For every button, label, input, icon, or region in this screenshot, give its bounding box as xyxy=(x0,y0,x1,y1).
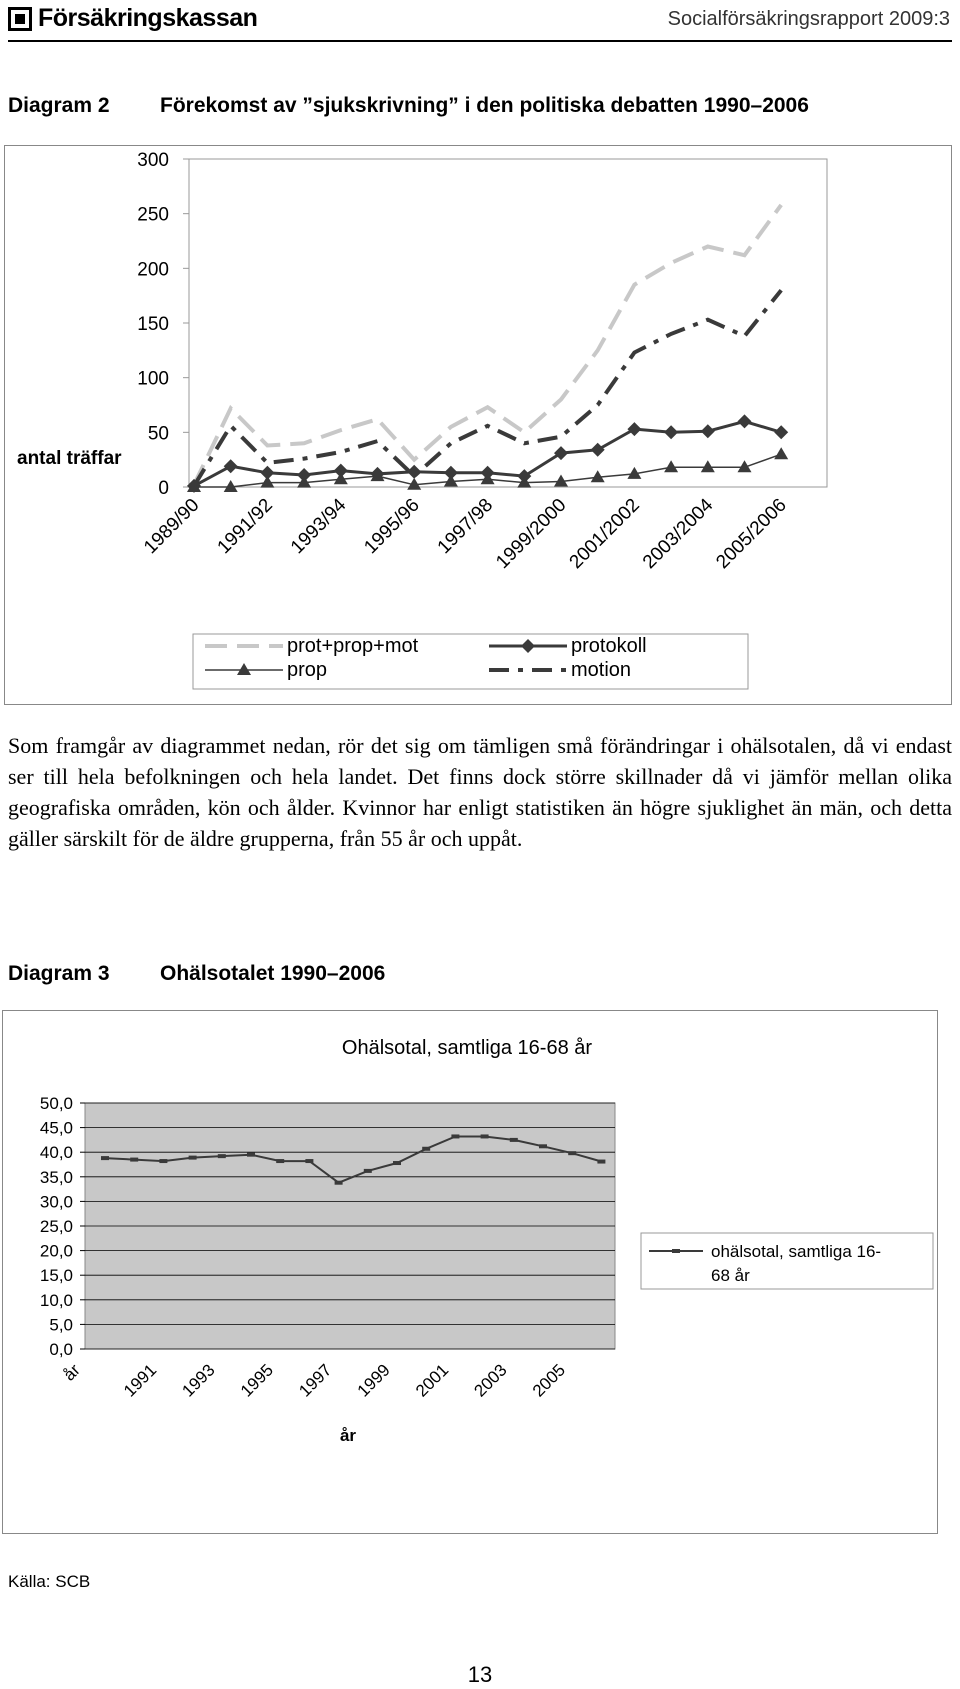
legend-label: protokoll xyxy=(571,635,647,657)
legend-label: ohälsotal, samtliga 16- xyxy=(711,1242,882,1261)
legend-box xyxy=(193,634,748,689)
y-tick-label: 25,0 xyxy=(39,1217,73,1236)
x-tick-label: 1993/94 xyxy=(286,494,351,559)
x-tick-label: 1993 xyxy=(178,1360,219,1401)
header-logo xyxy=(8,4,257,33)
x-tick-label: 1999 xyxy=(353,1360,394,1401)
x-tick-label: 2001 xyxy=(412,1360,453,1401)
page-number: 13 xyxy=(467,1662,493,1687)
diagram2-plot-area xyxy=(189,159,827,487)
legend-label: prot+prop+mot xyxy=(287,635,419,657)
diagram2-label: Diagram 2 xyxy=(8,94,110,117)
x-tick-label: 1989/90 xyxy=(140,494,204,559)
x-tick-label: år xyxy=(59,1360,84,1385)
legend-label: prop xyxy=(287,659,328,681)
x-tick-label: 1997 xyxy=(295,1360,336,1401)
logo-icon xyxy=(8,7,32,31)
diagram2-frame xyxy=(4,145,952,705)
diagram3-title: Ohälsotalet 1990–2006 xyxy=(160,962,386,985)
x-tick-label: 2003 xyxy=(470,1360,511,1401)
y-tick-label: 300 xyxy=(137,150,169,171)
y-tick-label: 50 xyxy=(147,423,169,445)
x-tick-label: 1995/96 xyxy=(360,494,424,559)
y-tick-label: 250 xyxy=(137,204,169,226)
diagram3-chart-title: Ohälsotal, samtliga 16-68 år xyxy=(341,1037,593,1059)
y-tick-label: 40,0 xyxy=(39,1143,73,1163)
source-note: Källa: SCB xyxy=(8,1572,91,1591)
header-divider xyxy=(8,40,952,42)
diagram2-title: Förekomst av ”sjukskrivning” i den politiska debatten 1990–2006 xyxy=(160,94,809,117)
body-paragraph: Som framgår av diagrammet nedan, rör det sig om tämligen små förändringar i ohälsotalen, då vi endast ser till hela befolkningen och hela landet. Det finns dock större skillnader då vi jämför mellan olika geografiska områden, kön och ålder. Kvinnor har enligt statistiken än högre sjuklighet än män, och detta gäller särskilt för de äldre grupperna, från 55 år och uppåt. xyxy=(8,733,952,851)
y-tick-label: 30,0 xyxy=(39,1192,73,1212)
x-tick-label: 2003/2004 xyxy=(638,494,718,574)
x-tick-label: 2005 xyxy=(528,1360,570,1401)
y-tick-label: 45,0 xyxy=(39,1118,73,1138)
y-tick-label: 10,0 xyxy=(39,1290,73,1310)
x-tick-label: 1997/98 xyxy=(433,494,498,559)
y-tick-label: 0 xyxy=(158,478,169,499)
legend-label: motion xyxy=(571,659,632,681)
diagram3-frame xyxy=(2,1010,938,1534)
y-tick-label: 150 xyxy=(137,314,169,335)
y-tick-label: 50,0 xyxy=(39,1094,73,1113)
report-title: Socialförsäkringsrapport 2009:3 xyxy=(667,8,950,30)
x-tick-label: 1991/92 xyxy=(213,494,277,559)
diagram2-legend xyxy=(193,634,748,689)
x-tick-label: 2005/2006 xyxy=(712,494,791,574)
diagram3-chart xyxy=(3,1011,939,1535)
y-tick-label: 20,0 xyxy=(39,1241,73,1261)
y-axis-label: antal träffar xyxy=(17,448,122,469)
diagram3-label: Diagram 3 xyxy=(8,962,110,985)
y-tick-label: 0,0 xyxy=(49,1340,73,1359)
y-tick-label: 200 xyxy=(137,259,169,281)
legend-label: 68 år xyxy=(711,1266,750,1285)
x-tick-label: 1995 xyxy=(236,1360,278,1401)
y-tick-label: 15,0 xyxy=(39,1266,73,1286)
diagram2-chart xyxy=(5,146,953,706)
diagram3-legend xyxy=(641,1233,933,1289)
x-tick-label: 2001/2002 xyxy=(565,494,644,574)
y-tick-label: 100 xyxy=(137,368,169,390)
x-axis-label: år xyxy=(339,1426,357,1445)
x-tick-label: 1991 xyxy=(120,1360,161,1401)
logo-text: Försäkringskassan xyxy=(38,4,258,32)
y-tick-label: 5,0 xyxy=(49,1315,73,1335)
y-tick-label: 35,0 xyxy=(39,1167,73,1187)
x-tick-label: 1999/2000 xyxy=(492,494,571,574)
